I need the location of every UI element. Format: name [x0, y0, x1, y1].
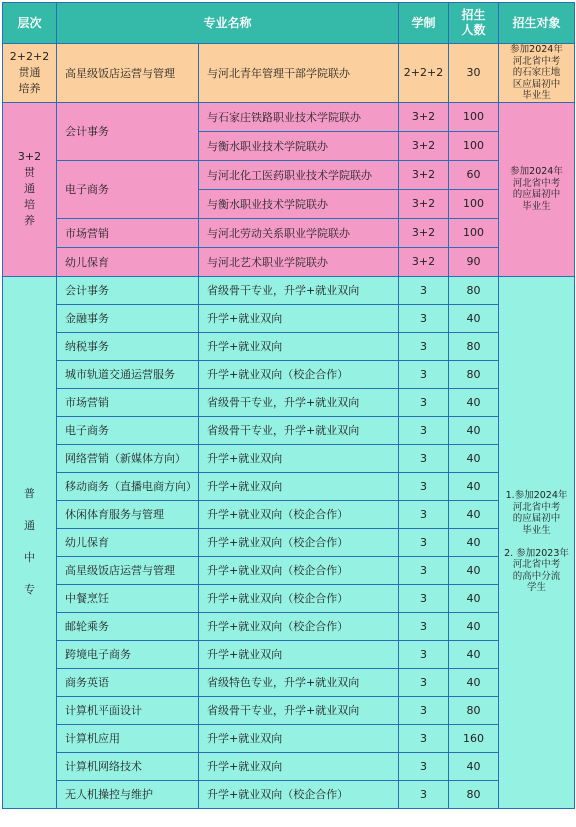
major-cell: 商务英语 [57, 668, 199, 696]
desc-cell: 与石家庄铁路职业技术学院联办 [199, 102, 399, 131]
header-row [3, 3, 575, 44]
major-cell: 市场营销 [57, 218, 199, 247]
desc-cell: 与河北劳动关系职业学院联办 [199, 218, 399, 247]
length-cell: 3 [399, 612, 449, 640]
major-cell: 移动商务（直播电商方向） [57, 472, 199, 500]
table-row [3, 160, 575, 189]
desc-cell: 升学+就业双向（校企合作） [199, 556, 399, 584]
count-cell: 80 [449, 696, 499, 724]
table-row [3, 276, 575, 304]
length-cell: 3 [399, 304, 449, 332]
desc-cell: 与河北化工医药职业技术学院联办 [199, 160, 399, 189]
desc-cell: 升学+就业双向 [199, 472, 399, 500]
major-cell: 金融事务 [57, 304, 199, 332]
desc-cell: 升学+就业双向（校企合作） [199, 500, 399, 528]
desc-cell: 升学+就业双向 [199, 304, 399, 332]
length-cell: 3 [399, 696, 449, 724]
count-cell: 100 [449, 131, 499, 160]
desc-cell: 升学+就业双向 [199, 444, 399, 472]
header-enroll: 招生 人数 [449, 3, 499, 44]
major-cell: 电子商务 [57, 160, 199, 218]
length-cell: 3 [399, 276, 449, 304]
desc-cell: 省级特色专业，升学+就业双向 [199, 668, 399, 696]
table-row [3, 388, 575, 416]
level-cell: 3+2 贯 通 培 养 [3, 102, 57, 276]
table-row [3, 612, 575, 640]
length-cell: 3 [399, 640, 449, 668]
desc-cell: 升学+就业双向（校企合作） [199, 360, 399, 388]
length-cell: 3 [399, 780, 449, 808]
table-row [3, 500, 575, 528]
table-row [3, 724, 575, 752]
count-cell: 100 [449, 102, 499, 131]
target-cell: 参加2024年 河北省中考 的石家庄地 区应届初中 毕业生 [499, 44, 575, 103]
count-cell: 160 [449, 724, 499, 752]
length-cell: 3+2 [399, 131, 449, 160]
major-cell: 网络营销（新媒体方向） [57, 444, 199, 472]
table-row [3, 752, 575, 780]
table-row [3, 304, 575, 332]
major-cell: 高星级饭店运营与管理 [57, 556, 199, 584]
header-target: 招生对象 [499, 3, 575, 44]
desc-cell: 升学+就业双向 [199, 752, 399, 780]
desc-cell: 升学+就业双向 [199, 332, 399, 360]
count-cell: 40 [449, 472, 499, 500]
length-cell: 3 [399, 752, 449, 780]
length-cell: 3 [399, 444, 449, 472]
major-cell: 邮轮乘务 [57, 612, 199, 640]
desc-cell: 省级骨干专业，升学+就业双向 [199, 388, 399, 416]
count-cell: 30 [449, 44, 499, 103]
desc-cell: 升学+就业双向 [199, 724, 399, 752]
length-cell: 3 [399, 556, 449, 584]
count-cell: 80 [449, 780, 499, 808]
length-cell: 3+2 [399, 189, 449, 218]
length-cell: 3 [399, 724, 449, 752]
length-cell: 3 [399, 360, 449, 388]
length-cell: 3 [399, 500, 449, 528]
major-cell: 市场营销 [57, 388, 199, 416]
major-cell: 中餐烹饪 [57, 584, 199, 612]
desc-cell: 与河北青年管理干部学院联办 [199, 44, 399, 103]
table-row [3, 218, 575, 247]
table-row [3, 668, 575, 696]
level-cell: 2+2+2 贯通 培养 [3, 44, 57, 103]
count-cell: 80 [449, 360, 499, 388]
table-row [3, 44, 575, 103]
table-row [3, 416, 575, 444]
table-row [3, 472, 575, 500]
count-cell: 40 [449, 388, 499, 416]
count-cell: 40 [449, 584, 499, 612]
desc-cell: 升学+就业双向（校企合作） [199, 584, 399, 612]
length-cell: 3 [399, 668, 449, 696]
table-row [3, 444, 575, 472]
major-cell: 会计事务 [57, 276, 199, 304]
desc-cell: 省级骨干专业，升学+就业双向 [199, 696, 399, 724]
major-cell: 纳税事务 [57, 332, 199, 360]
table-row [3, 332, 575, 360]
major-cell: 幼儿保育 [57, 528, 199, 556]
length-cell: 3+2 [399, 160, 449, 189]
table-row [3, 556, 575, 584]
header-major: 专业名称 [57, 3, 399, 44]
major-cell: 会计事务 [57, 102, 199, 160]
major-cell: 城市轨道交通运营服务 [57, 360, 199, 388]
count-cell: 80 [449, 276, 499, 304]
desc-cell: 与衡水职业技术学院联办 [199, 131, 399, 160]
major-cell: 休闲体育服务与管理 [57, 500, 199, 528]
length-cell: 3 [399, 584, 449, 612]
length-cell: 3 [399, 416, 449, 444]
length-cell: 3 [399, 388, 449, 416]
table-row [3, 780, 575, 808]
major-cell: 计算机网络技术 [57, 752, 199, 780]
major-cell: 幼儿保育 [57, 247, 199, 276]
length-cell: 3 [399, 528, 449, 556]
desc-cell: 与衡水职业技术学院联办 [199, 189, 399, 218]
length-cell: 3 [399, 332, 449, 360]
table-row [3, 640, 575, 668]
count-cell: 100 [449, 218, 499, 247]
table-row [3, 360, 575, 388]
count-cell: 90 [449, 247, 499, 276]
table-row [3, 528, 575, 556]
length-cell: 3+2 [399, 102, 449, 131]
count-cell: 40 [449, 500, 499, 528]
count-cell: 40 [449, 668, 499, 696]
target-cell: 参加2024年 河北省中考 的应届初中 毕业生 [499, 102, 575, 276]
count-cell: 40 [449, 528, 499, 556]
desc-cell: 省级骨干专业，升学+就业双向 [199, 276, 399, 304]
count-cell: 100 [449, 189, 499, 218]
length-cell: 3+2 [399, 218, 449, 247]
desc-cell: 升学+就业双向（校企合作） [199, 780, 399, 808]
desc-cell: 升学+就业双向（校企合作） [199, 528, 399, 556]
table-row [3, 247, 575, 276]
count-cell: 40 [449, 556, 499, 584]
header-length: 学制 [399, 3, 449, 44]
major-cell: 计算机平面设计 [57, 696, 199, 724]
count-cell: 40 [449, 640, 499, 668]
table-row [3, 584, 575, 612]
header-level: 层次 [3, 3, 57, 44]
desc-cell: 升学+就业双向 [199, 640, 399, 668]
count-cell: 60 [449, 160, 499, 189]
table-row [3, 102, 575, 131]
count-cell: 80 [449, 332, 499, 360]
target-cell: 1.参加2024年 河北省中考 的应届初中 毕业生 2. 参加2023年 河北省中考 的高中分流 学生 [499, 276, 575, 808]
length-cell: 2+2+2 [399, 44, 449, 103]
length-cell: 3+2 [399, 247, 449, 276]
enrollment-table [2, 2, 575, 809]
count-cell: 40 [449, 444, 499, 472]
level-cell: 普 通 中 专 [3, 276, 57, 808]
length-cell: 3 [399, 472, 449, 500]
count-cell: 40 [449, 752, 499, 780]
count-cell: 40 [449, 612, 499, 640]
desc-cell: 省级骨干专业，升学+就业双向 [199, 416, 399, 444]
major-cell: 计算机应用 [57, 724, 199, 752]
desc-cell: 与河北艺术职业学院联办 [199, 247, 399, 276]
major-cell: 跨境电子商务 [57, 640, 199, 668]
count-cell: 40 [449, 304, 499, 332]
table-row [3, 696, 575, 724]
major-cell: 高星级饭店运营与管理 [57, 44, 199, 103]
major-cell: 无人机操控与维护 [57, 780, 199, 808]
desc-cell: 升学+就业双向（校企合作） [199, 612, 399, 640]
major-cell: 电子商务 [57, 416, 199, 444]
count-cell: 40 [449, 416, 499, 444]
